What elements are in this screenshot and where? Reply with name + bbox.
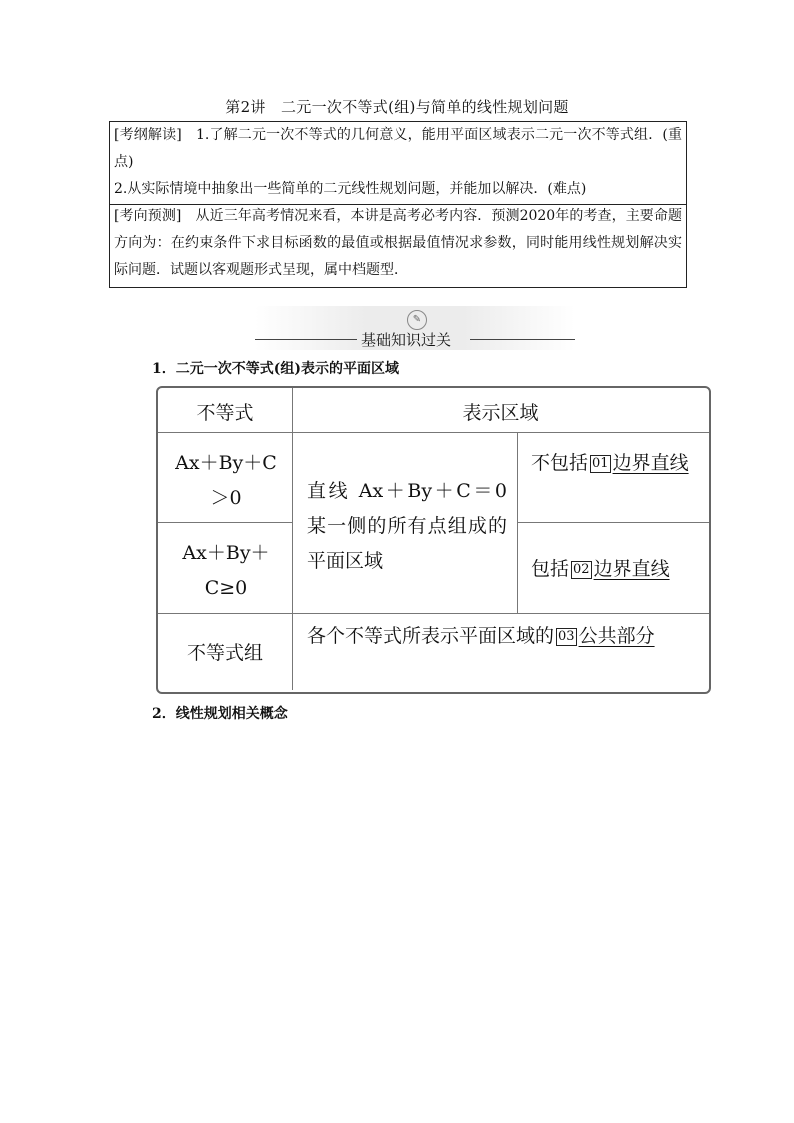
heading-2: 2．线性规划相关概念 <box>152 706 288 722</box>
row1-region <box>531 446 697 481</box>
row1-answer: 边界直线 <box>612 452 689 474</box>
forecast-tag: [考向预测] <box>114 208 182 224</box>
table-header-inequality: 不等式 <box>196 402 254 424</box>
forecast-text: 从近三年高考情况来看，本讲是高考必考内容．预测2020年的考查，主要命题方向为：在约束条件下求目标函数的最值或根据最值情况求参数，同时能用线性规划解决实际问题．试题以客观题形式呈现，属中档题型． <box>114 208 682 278</box>
page-title: 第2讲 二元一次不等式(组)与简单的线性规划问题 <box>225 98 569 116</box>
syllabus-line1: 1.了解二元一次不等式的几何意义，能用平面区域表示二元一次不等式组．(重点) <box>114 127 682 170</box>
row1-region-text: 不包括 <box>531 452 589 474</box>
row3-answer: 公共部分 <box>578 625 655 647</box>
row1-inequality: Ax＋By＋C＞0 <box>175 452 277 509</box>
row3-inequality-system: 不等式组 <box>186 642 263 664</box>
table-divider <box>292 388 293 690</box>
syllabus-line2: 2.从实际情境中抽象出一些简单的二元线性规划问题，并能加以解决．(难点) <box>114 181 587 197</box>
section-banner-title: 基础知识过关 <box>361 331 452 349</box>
table-header-region: 表示区域 <box>462 402 539 424</box>
forecast-box <box>109 203 687 288</box>
pencil-icon: ✎ <box>407 310 427 330</box>
shared-region-description: 直线 Ax＋By＋C＝0 某一侧的所有点组成的平面区域 <box>307 480 507 572</box>
row3-region <box>307 619 697 653</box>
answer-number-2: 02 <box>573 562 590 577</box>
syllabus-tag: [考纲解读] <box>114 127 182 143</box>
row2-region-text: 包括 <box>531 558 570 580</box>
section-rule-left <box>255 339 357 340</box>
answer-number-3: 03 <box>558 629 575 644</box>
row3-region-text: 各个不等式所表示平面区域的 <box>307 625 555 647</box>
row2-answer: 边界直线 <box>593 558 670 580</box>
table-divider <box>158 613 709 614</box>
row2-region <box>531 552 697 587</box>
table-divider <box>158 522 292 523</box>
table-divider <box>158 432 709 433</box>
answer-number-1: 01 <box>592 456 609 471</box>
heading-1: 1．二元一次不等式(组)表示的平面区域 <box>152 361 399 377</box>
region-table <box>156 386 711 694</box>
syllabus-box <box>109 121 687 205</box>
row2-inequality: Ax＋By＋C≥0 <box>182 542 270 599</box>
section-rule-right <box>470 339 575 340</box>
table-divider <box>517 522 709 523</box>
